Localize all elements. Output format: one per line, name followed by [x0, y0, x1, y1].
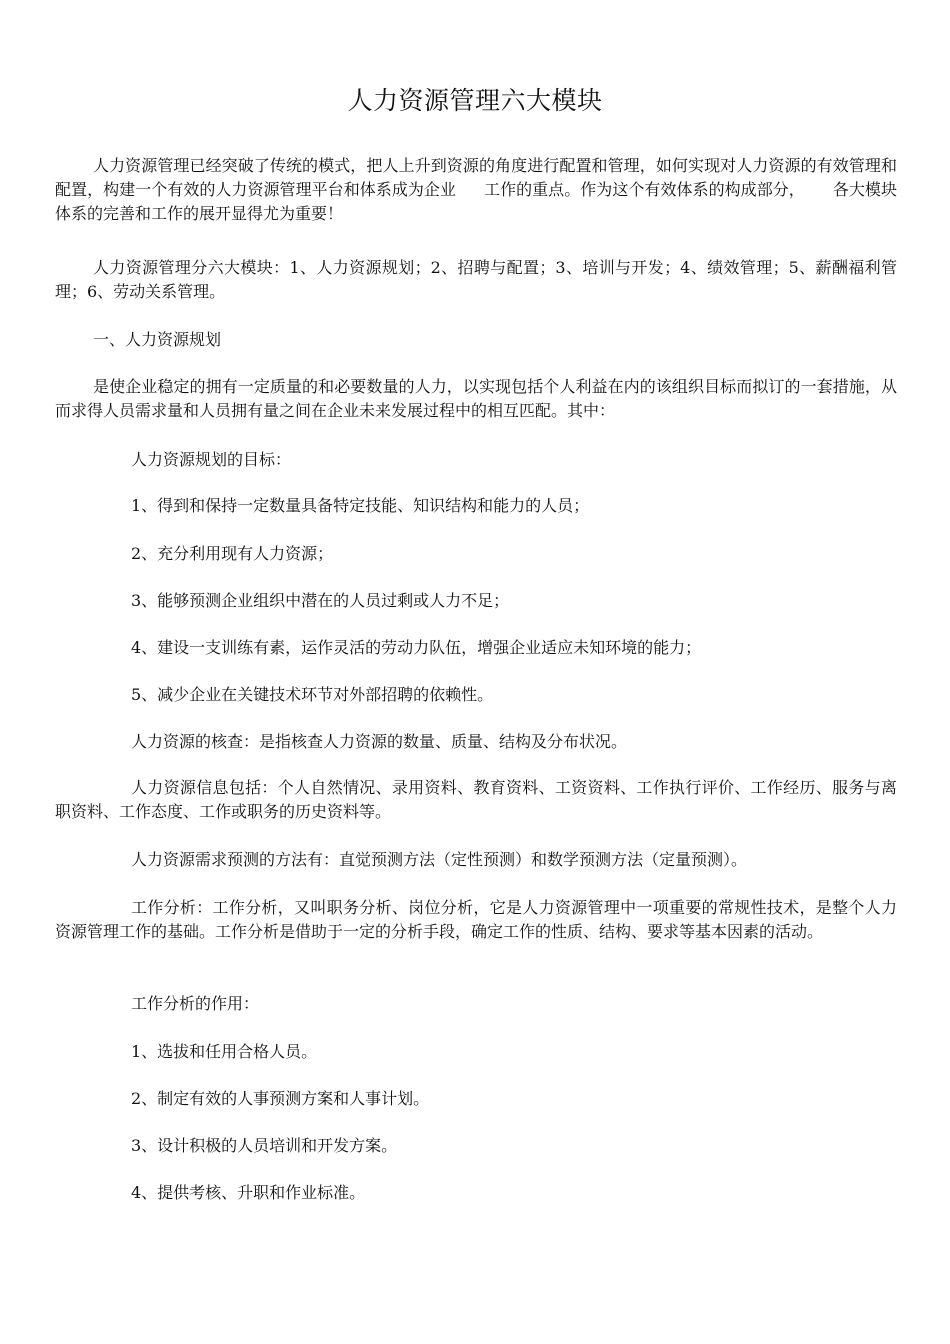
- intro-part-1: 人力资源管理已经突破了传统的模式，把人上升到资源的角度进行配置和管理，如何实现对人力资源的有效管理和配置，构建一个有效的人力资源管理平台和体系成为企业: [55, 156, 897, 199]
- job-analysis-uses-heading: 工作分析的作用：: [131, 994, 260, 1013]
- job-analysis-use-item: 3、设计积极的人员培训和开发方案。: [131, 1136, 398, 1155]
- goal-item: 3、能够预测企业组织中潜在的人员过剩或人力不足；: [131, 591, 510, 610]
- goal-item: 4、建设一支训练有素，运作灵活的劳动力队伍，增强企业适应未知环境的能力；: [131, 638, 702, 657]
- hr-info-paragraph: 人力资源信息包括：个人自然情况、录用资料、教育资料、工资资料、工作执行评价、工作经历、服务与离职资料、工作态度、工作或职务的历史资料等。: [55, 778, 897, 821]
- section-heading-hr-planning: 一、人力资源规划: [93, 330, 222, 349]
- hr-audit-text: 人力资源的核查：是指核查人力资源的数量、质量、结构及分布状况。: [131, 732, 628, 751]
- job-analysis-paragraph: 工作分析：工作分析，又叫职务分析、岗位分析，它是人力资源管理中一项重要的常规性技术，是整个人力资源管理工作的基础。工作分析是借助于一定的分析手段，确定工作的性质、结构、要求等基本因素的活动。: [55, 898, 897, 941]
- intro-part-2: 工作的重点。作为这个有效体系的构成部分，: [483, 180, 805, 199]
- job-analysis-use-item: 4、提供考核、升职和作业标准。: [131, 1183, 366, 1202]
- goal-item: 1、得到和保持一定数量具备特定技能、知识结构和能力的人员；: [131, 496, 590, 515]
- goal-item: 2、充分利用现有人力资源；: [131, 544, 334, 563]
- forecast-methods-text: 人力资源需求预测的方法有：直觉预测方法（定性预测）和数学预测方法（定量预测）。: [131, 850, 748, 869]
- job-analysis-use-item: 1、选拔和任用合格人员。: [131, 1042, 318, 1061]
- page-title: 人力资源管理六大模块: [347, 86, 603, 115]
- modules-overview-paragraph: 人力资源管理分六大模块：1、人力资源规划；2、招聘与配置；3、培训与开发；4、绩效管理；5、薪酬福利管理；6、劳动关系管理。: [55, 258, 897, 301]
- intro-paragraph: [55, 154, 897, 226]
- job-analysis-use-item: 2、制定有效的人事预测方案和人事计划。: [131, 1089, 430, 1108]
- goal-item: 5、减少企业在关键技术环节对外部招聘的依赖性。: [131, 685, 494, 704]
- goals-heading: 人力资源规划的目标：: [131, 450, 292, 469]
- intro-part-3: 各大模块体系的完善和工作的展开显得尤为重要！: [55, 180, 897, 223]
- hr-planning-definition: 是使企业稳定的拥有一定质量的和必要数量的人力，以实现包括个人利益在内的该组织目标而拟订的一套措施，从而求得人员需求量和人员拥有量之间在企业未来发展过程中的相互匹配。其中：: [55, 377, 897, 420]
